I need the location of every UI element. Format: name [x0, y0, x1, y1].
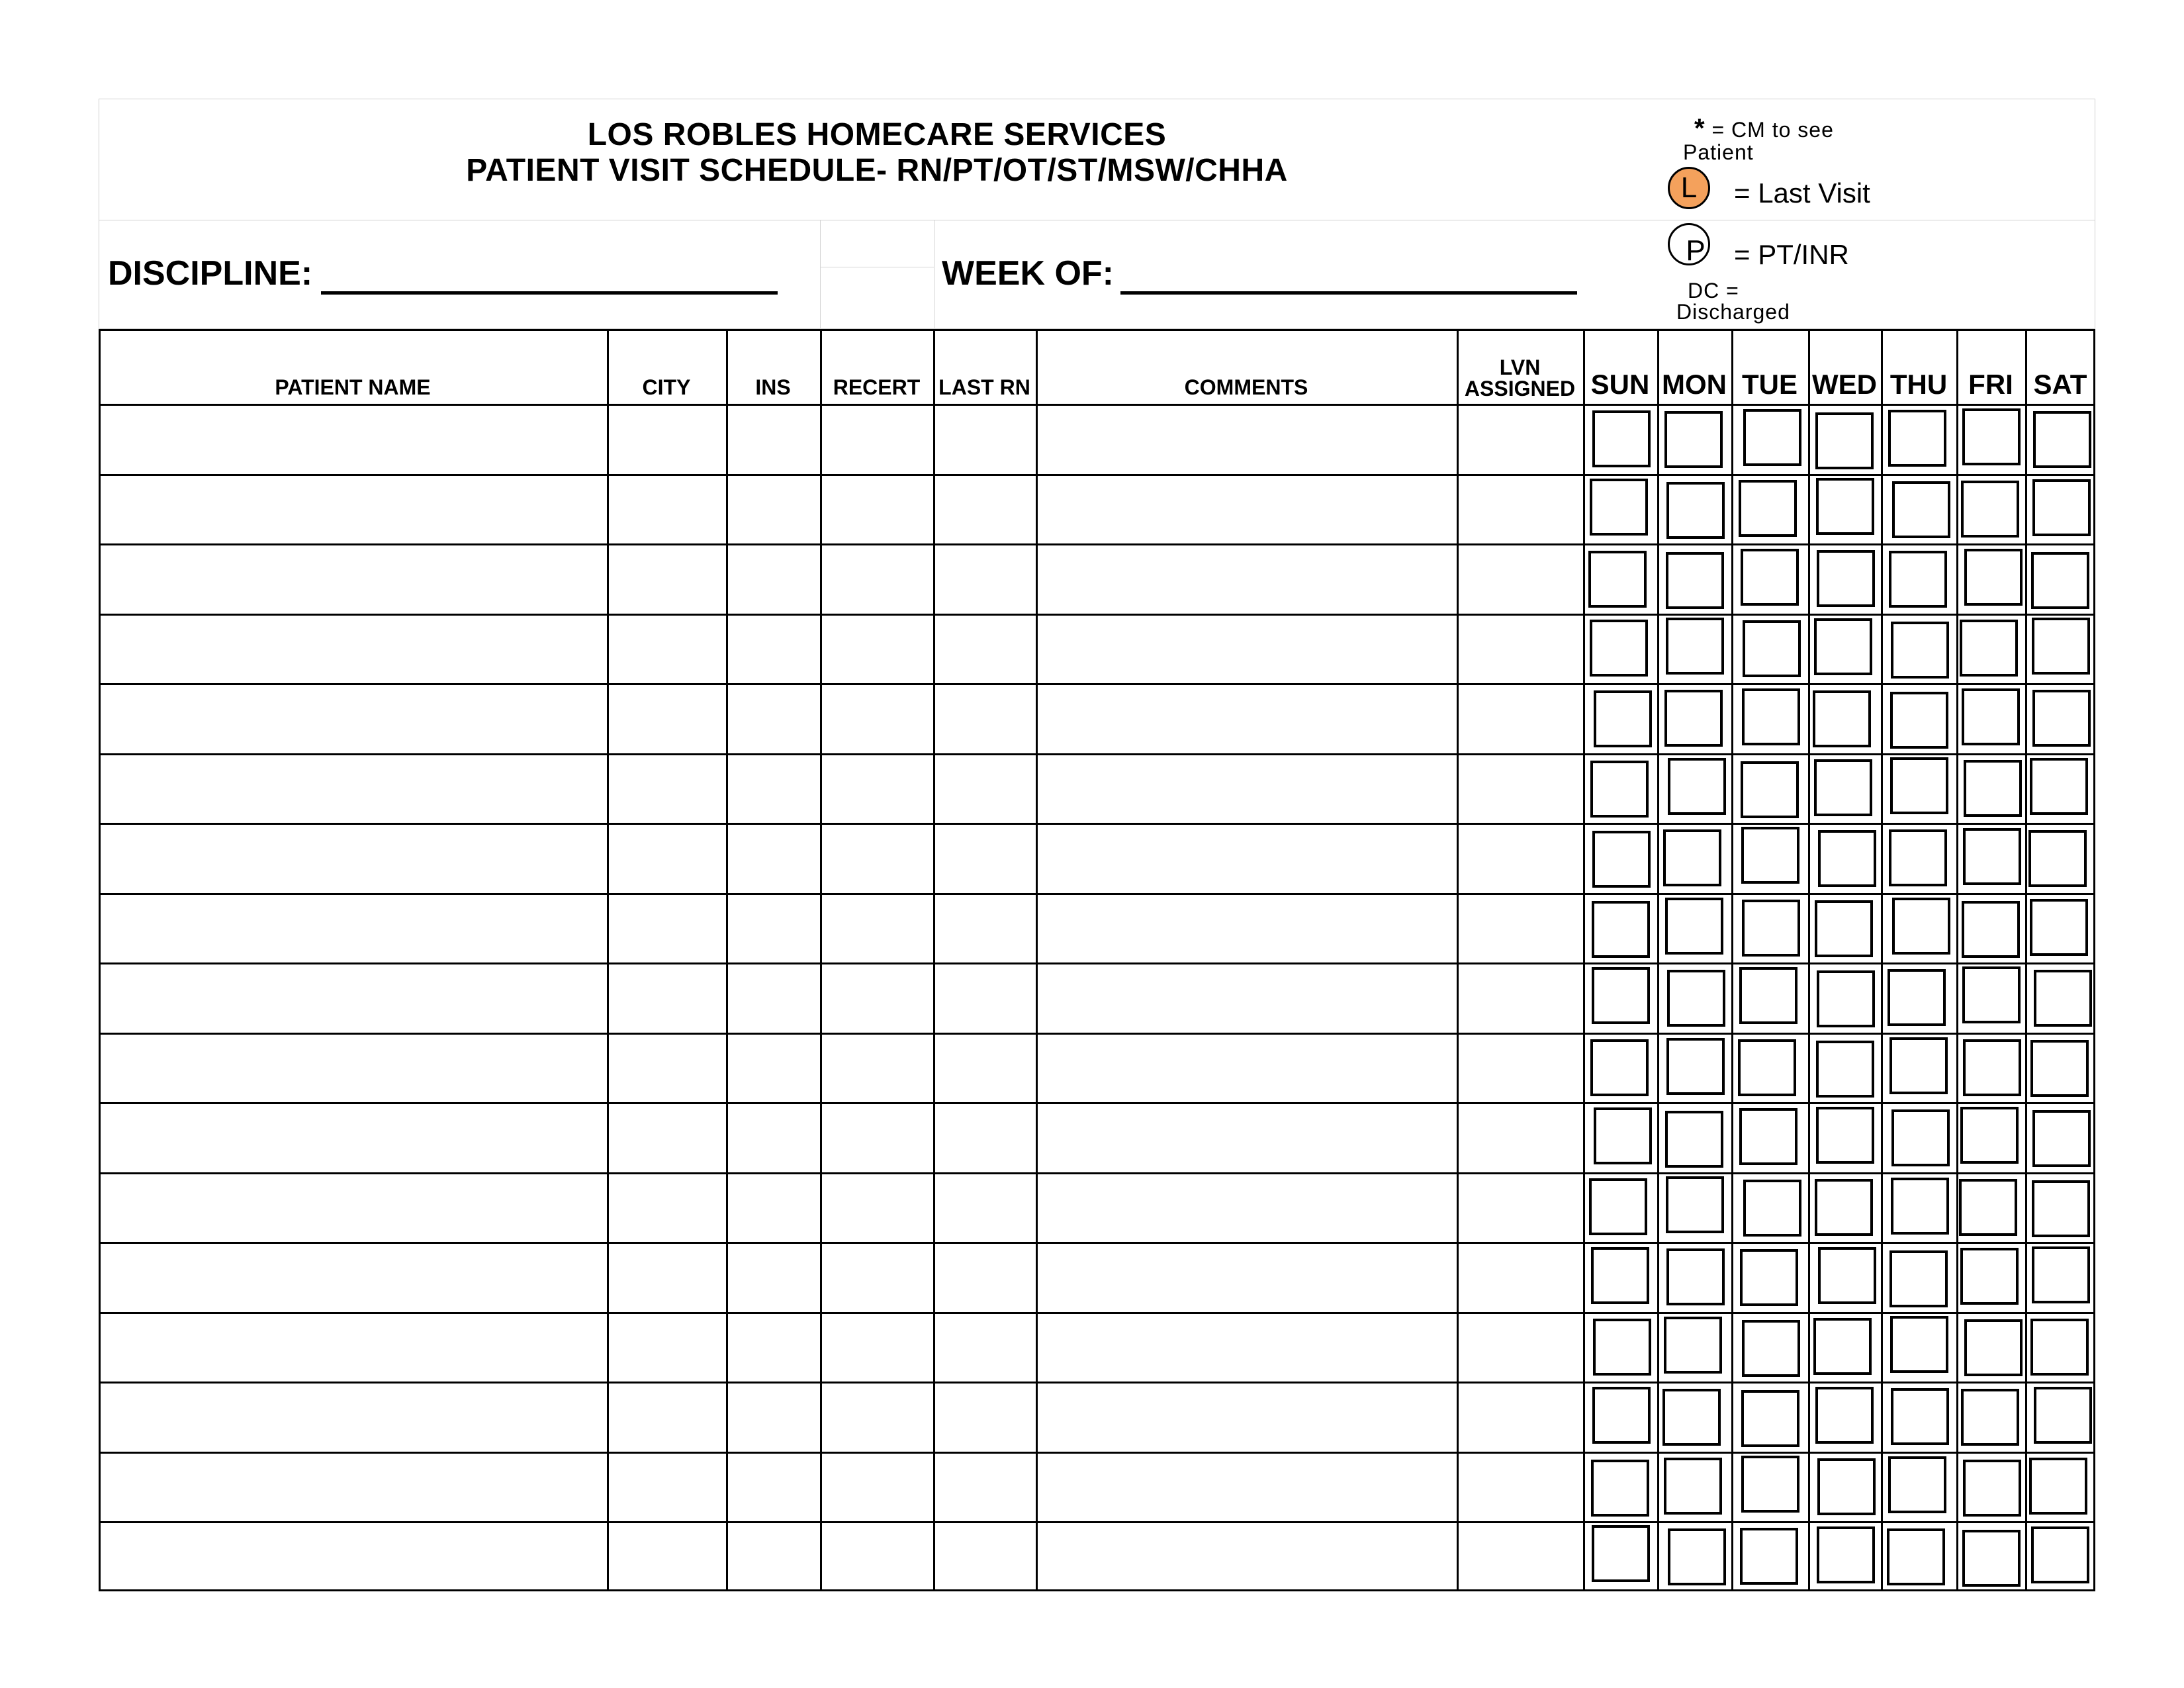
- table-cell[interactable]: [1038, 616, 1457, 684]
- table-cell[interactable]: [935, 1104, 1036, 1172]
- col-header-day-wed: WED: [1812, 369, 1877, 400]
- table-cell[interactable]: [728, 1174, 820, 1243]
- table-cell[interactable]: [1459, 755, 1583, 823]
- table-cell[interactable]: [728, 1244, 820, 1312]
- table-cell[interactable]: [822, 545, 933, 614]
- table-cell[interactable]: [822, 616, 933, 684]
- table-cell[interactable]: [935, 685, 1036, 753]
- visit-checkbox-tue[interactable]: [1742, 688, 1800, 745]
- table-cell[interactable]: [728, 406, 820, 474]
- table-cell[interactable]: [1038, 1383, 1457, 1452]
- table-cell[interactable]: [935, 545, 1036, 614]
- table-cell[interactable]: [609, 1104, 726, 1172]
- table-cell[interactable]: [101, 1383, 607, 1452]
- visit-checkbox-mon[interactable]: [1664, 690, 1723, 747]
- table-cell[interactable]: [935, 964, 1036, 1033]
- table-cell[interactable]: [728, 1523, 820, 1591]
- visit-checkbox-tue[interactable]: [1743, 620, 1801, 677]
- legend-dc: DC =: [1688, 279, 1739, 303]
- visit-checkbox-mon[interactable]: [1665, 898, 1723, 955]
- visit-checkbox-mon[interactable]: [1662, 1389, 1721, 1446]
- table-cell[interactable]: [609, 476, 726, 544]
- visit-checkbox-sat[interactable]: [2032, 479, 2091, 536]
- table-cell[interactable]: [1038, 1174, 1457, 1243]
- col-header-lvn: LVN: [1499, 355, 1541, 379]
- agency-title: LOS ROBLES HOMECARE SERVICES: [587, 117, 1167, 152]
- visit-checkbox-sat[interactable]: [2032, 618, 2090, 675]
- col-header-ins: INS: [755, 375, 791, 399]
- table-cell[interactable]: [1459, 825, 1583, 893]
- table-cell[interactable]: [1038, 1035, 1457, 1103]
- visit-checkbox-wed[interactable]: [1816, 478, 1874, 535]
- legend-cm-text: = CM to see: [1711, 118, 1834, 142]
- legend-dc-discharged: Discharged: [1676, 300, 1790, 324]
- visit-checkbox-sun[interactable]: [1592, 410, 1651, 467]
- visit-checkbox-sun[interactable]: [1593, 1319, 1651, 1376]
- column-divider: [1808, 329, 1810, 1591]
- table-cell[interactable]: [935, 1454, 1036, 1522]
- visit-checkbox-fri[interactable]: [1964, 549, 2023, 606]
- legend-cm: [1694, 114, 1834, 144]
- table-cell[interactable]: [101, 1454, 607, 1522]
- visit-checkbox-tue[interactable]: [1738, 1039, 1796, 1096]
- visit-checkbox-sun[interactable]: [1591, 1460, 1649, 1517]
- visit-checkbox-wed[interactable]: [1818, 830, 1876, 887]
- visit-checkbox-tue[interactable]: [1741, 1456, 1799, 1513]
- table-cell[interactable]: [1459, 895, 1583, 963]
- last-visit-circle-icon: [1668, 167, 1710, 209]
- visit-checkbox-sun[interactable]: [1588, 551, 1647, 608]
- table-cell[interactable]: [728, 476, 820, 544]
- table-cell[interactable]: [609, 1174, 726, 1243]
- table-cell[interactable]: [101, 476, 607, 544]
- visit-checkbox-thu[interactable]: [1891, 1178, 1949, 1235]
- table-cell[interactable]: [1038, 545, 1457, 614]
- visit-checkbox-tue[interactable]: [1739, 480, 1797, 537]
- visit-checkbox-mon[interactable]: [1668, 1528, 1726, 1585]
- visit-checkbox-fri[interactable]: [1964, 1319, 2023, 1376]
- visit-checkbox-mon[interactable]: [1668, 758, 1726, 815]
- visit-checkbox-wed[interactable]: [1818, 1247, 1876, 1304]
- pt-inr-letter: P: [1686, 234, 1706, 267]
- visit-checkbox-tue[interactable]: [1740, 1528, 1798, 1585]
- visit-checkbox-wed[interactable]: [1813, 1318, 1872, 1375]
- table-cell[interactable]: [1459, 964, 1583, 1033]
- table-cell[interactable]: [822, 964, 933, 1033]
- table-cell[interactable]: [1459, 1174, 1583, 1243]
- table-cell[interactable]: [609, 825, 726, 893]
- visit-checkbox-sat[interactable]: [2030, 899, 2088, 956]
- table-cell[interactable]: [728, 545, 820, 614]
- visit-checkbox-thu[interactable]: [1889, 551, 1947, 608]
- table-cell[interactable]: [101, 964, 607, 1033]
- table-cell[interactable]: [101, 1035, 607, 1103]
- visit-checkbox-sun[interactable]: [1591, 1247, 1649, 1304]
- table-cell[interactable]: [728, 1035, 820, 1103]
- visit-checkbox-sat[interactable]: [2029, 1458, 2087, 1515]
- visit-checkbox-sat[interactable]: [2030, 1319, 2089, 1376]
- table-cell[interactable]: [728, 1454, 820, 1522]
- col-header-day-fri: FRI: [1968, 369, 2013, 400]
- table-cell[interactable]: [101, 406, 607, 474]
- visit-checkbox-sat[interactable]: [2031, 1526, 2089, 1583]
- visit-checkbox-sat[interactable]: [2028, 830, 2087, 887]
- table-cell[interactable]: [822, 1383, 933, 1452]
- visit-checkbox-wed[interactable]: [1816, 1041, 1874, 1098]
- col-header-comments: COMMENTS: [1184, 375, 1308, 399]
- table-cell[interactable]: [609, 545, 726, 614]
- visit-checkbox-sun[interactable]: [1592, 901, 1650, 958]
- visit-checkbox-mon[interactable]: [1666, 1038, 1725, 1095]
- visit-checkbox-thu[interactable]: [1892, 481, 1950, 538]
- table-cell[interactable]: [1038, 1104, 1457, 1172]
- visit-checkbox-wed[interactable]: [1817, 550, 1875, 607]
- table-cell[interactable]: [822, 1104, 933, 1172]
- col-header-city: CITY: [642, 375, 691, 399]
- pt-inr-circle-icon: [1668, 223, 1710, 265]
- table-cell[interactable]: [1038, 406, 1457, 474]
- legend-cm-patient: Patient: [1683, 140, 1754, 164]
- table-cell[interactable]: [1459, 1244, 1583, 1312]
- table-cell[interactable]: [728, 685, 820, 753]
- visit-checkbox-thu[interactable]: [1890, 692, 1948, 749]
- visit-checkbox-sun[interactable]: [1590, 620, 1648, 677]
- table-cell[interactable]: [822, 1035, 933, 1103]
- table-cell[interactable]: [609, 616, 726, 684]
- table-cell[interactable]: [1459, 1035, 1583, 1103]
- visit-checkbox-mon[interactable]: [1663, 829, 1721, 886]
- visit-checkbox-sun[interactable]: [1594, 1107, 1652, 1164]
- table-cell[interactable]: [728, 755, 820, 823]
- visit-checkbox-mon[interactable]: [1666, 552, 1724, 609]
- visit-checkbox-thu[interactable]: [1891, 1109, 1950, 1166]
- visit-checkbox-thu[interactable]: [1888, 969, 1946, 1026]
- table-cell[interactable]: [1459, 1383, 1583, 1452]
- visit-checkbox-mon[interactable]: [1666, 1176, 1724, 1233]
- visit-checkbox-thu[interactable]: [1887, 1528, 1945, 1585]
- table-cell[interactable]: [822, 1523, 933, 1591]
- table-cell[interactable]: [935, 1314, 1036, 1382]
- visit-checkbox-wed[interactable]: [1817, 1526, 1875, 1583]
- visit-checkbox-sat[interactable]: [2030, 1040, 2089, 1097]
- visit-checkbox-tue[interactable]: [1739, 967, 1797, 1024]
- visit-checkbox-fri[interactable]: [1961, 1389, 2019, 1446]
- table-cell[interactable]: [101, 685, 607, 753]
- table-cell[interactable]: [935, 895, 1036, 963]
- discipline-label: DISCIPLINE:: [108, 254, 313, 293]
- visit-checkbox-sun[interactable]: [1592, 967, 1650, 1024]
- table-cell[interactable]: [609, 755, 726, 823]
- table-cell[interactable]: [1038, 476, 1457, 544]
- visit-checkbox-wed[interactable]: [1816, 1107, 1874, 1164]
- column-divider: [1657, 329, 1659, 1591]
- visit-checkbox-wed[interactable]: [1813, 690, 1871, 747]
- col-header-day-tue: TUE: [1742, 369, 1797, 400]
- table-cell[interactable]: [1038, 895, 1457, 963]
- visit-checkbox-wed[interactable]: [1815, 412, 1874, 469]
- visit-checkbox-fri[interactable]: [1962, 966, 2021, 1023]
- table-cell[interactable]: [609, 406, 726, 474]
- visit-checkbox-fri[interactable]: [1960, 620, 2018, 677]
- visit-checkbox-wed[interactable]: [1817, 970, 1875, 1027]
- visit-checkbox-fri[interactable]: [1960, 1107, 2019, 1164]
- visit-checkbox-mon[interactable]: [1666, 1248, 1725, 1305]
- visit-checkbox-sat[interactable]: [2032, 1180, 2090, 1237]
- visit-checkbox-mon[interactable]: [1665, 1111, 1723, 1168]
- visit-checkbox-thu[interactable]: [1889, 829, 1947, 886]
- table-cell[interactable]: [101, 1244, 607, 1312]
- table-cell[interactable]: [822, 685, 933, 753]
- table-cell[interactable]: [609, 895, 726, 963]
- visit-checkbox-fri[interactable]: [1962, 688, 2020, 745]
- visit-checkbox-thu[interactable]: [1890, 1316, 1948, 1373]
- visit-checkbox-mon[interactable]: [1666, 482, 1725, 539]
- visit-checkbox-tue[interactable]: [1743, 1180, 1801, 1237]
- visit-checkbox-thu[interactable]: [1892, 898, 1950, 955]
- col-header-day-thu: THU: [1889, 369, 1948, 400]
- visit-checkbox-tue[interactable]: [1743, 409, 1801, 466]
- col-header-recert: RECERT: [833, 375, 921, 399]
- visit-checkbox-tue[interactable]: [1741, 827, 1799, 884]
- table-cell[interactable]: [609, 1383, 726, 1452]
- table-cell[interactable]: [935, 1174, 1036, 1243]
- table-cell[interactable]: [822, 895, 933, 963]
- table-cell[interactable]: [1038, 964, 1457, 1033]
- table-cell[interactable]: [1459, 1314, 1583, 1382]
- table-cell[interactable]: [935, 1523, 1036, 1591]
- table-cell[interactable]: [101, 1314, 607, 1382]
- visit-schedule-form: [99, 99, 2095, 1591]
- table-cell[interactable]: [822, 1454, 933, 1522]
- table-cell[interactable]: [1459, 616, 1583, 684]
- table-cell[interactable]: [728, 825, 820, 893]
- table-cell[interactable]: [101, 825, 607, 893]
- visit-checkbox-tue[interactable]: [1739, 1108, 1797, 1165]
- table-cell[interactable]: [1038, 755, 1457, 823]
- table-cell[interactable]: [935, 825, 1036, 893]
- visit-checkbox-fri[interactable]: [1963, 828, 2021, 885]
- visit-checkbox-tue[interactable]: [1741, 761, 1799, 818]
- table-cell[interactable]: [728, 895, 820, 963]
- table-cell[interactable]: [609, 1244, 726, 1312]
- col-header-last-rn: LAST RN: [938, 375, 1030, 399]
- visit-checkbox-sat[interactable]: [2033, 411, 2091, 468]
- visit-checkbox-mon[interactable]: [1664, 1317, 1722, 1374]
- visit-checkbox-fri[interactable]: [1962, 901, 2020, 958]
- legend-pt-inr-text: = PT/INR: [1734, 239, 1849, 270]
- table-cell[interactable]: [1459, 1104, 1583, 1172]
- table-cell[interactable]: [822, 755, 933, 823]
- table-cell[interactable]: [728, 964, 820, 1033]
- table-cell[interactable]: [822, 406, 933, 474]
- visit-checkbox-sun[interactable]: [1594, 690, 1652, 747]
- table-cell[interactable]: [101, 1104, 607, 1172]
- visit-checkbox-thu[interactable]: [1888, 410, 1946, 467]
- table-cell[interactable]: [822, 825, 933, 893]
- schedule-title: PATIENT VISIT SCHEDULE- RN/PT/OT/ST/MSW/CHHA: [466, 153, 1288, 188]
- table-cell[interactable]: [609, 1314, 726, 1382]
- table-cell[interactable]: [1038, 1314, 1457, 1382]
- table-cell[interactable]: [822, 476, 933, 544]
- visit-checkbox-wed[interactable]: [1815, 1387, 1874, 1444]
- visit-checkbox-fri[interactable]: [1963, 1460, 2021, 1517]
- table-cell[interactable]: [101, 1523, 607, 1591]
- table-cell[interactable]: [101, 1174, 607, 1243]
- visit-checkbox-sat[interactable]: [2032, 1110, 2091, 1167]
- visit-checkbox-fri[interactable]: [1959, 1179, 2017, 1236]
- visit-checkbox-sat[interactable]: [2030, 758, 2088, 815]
- visit-checkbox-fri[interactable]: [1963, 1039, 2021, 1096]
- table-cell[interactable]: [609, 1523, 726, 1591]
- visit-checkbox-thu[interactable]: [1889, 1250, 1948, 1307]
- column-divider: [1583, 329, 1585, 1591]
- visit-checkbox-fri[interactable]: [1962, 408, 2021, 465]
- table-cell[interactable]: [609, 685, 726, 753]
- table-cell[interactable]: [728, 1383, 820, 1452]
- asterisk-icon: *: [1694, 114, 1706, 143]
- visit-checkbox-sun[interactable]: [1589, 1178, 1647, 1235]
- legend-last-visit-text: = Last Visit: [1734, 177, 1870, 209]
- table-cell[interactable]: [728, 1314, 820, 1382]
- visit-checkbox-tue[interactable]: [1742, 1320, 1800, 1377]
- visit-checkbox-wed[interactable]: [1815, 900, 1873, 957]
- table-cell[interactable]: [935, 406, 1036, 474]
- column-divider: [1731, 329, 1733, 1591]
- visit-checkbox-wed[interactable]: [1815, 1179, 1873, 1236]
- table-cell[interactable]: [822, 1314, 933, 1382]
- visit-checkbox-mon[interactable]: [1667, 970, 1725, 1027]
- table-cell[interactable]: [1459, 476, 1583, 544]
- table-cell[interactable]: [609, 1454, 726, 1522]
- visit-checkbox-thu[interactable]: [1891, 1388, 1949, 1445]
- visit-checkbox-thu[interactable]: [1888, 1456, 1946, 1513]
- visit-checkbox-mon[interactable]: [1664, 1458, 1722, 1515]
- visit-checkbox-sun[interactable]: [1592, 1525, 1650, 1582]
- table-cell[interactable]: [1459, 1454, 1583, 1522]
- col-header-day-sat: SAT: [2033, 369, 2087, 400]
- table-cell[interactable]: [935, 1383, 1036, 1452]
- table-cell[interactable]: [822, 1174, 933, 1243]
- table-cell[interactable]: [1038, 685, 1457, 753]
- visit-checkbox-sun[interactable]: [1590, 479, 1648, 536]
- visit-checkbox-sat[interactable]: [2032, 690, 2091, 747]
- table-cell[interactable]: [935, 1035, 1036, 1103]
- visit-checkbox-sat[interactable]: [2032, 1246, 2090, 1303]
- table-cell[interactable]: [609, 1035, 726, 1103]
- visit-checkbox-wed[interactable]: [1814, 618, 1872, 675]
- visit-checkbox-fri[interactable]: [1961, 481, 2019, 538]
- visit-checkbox-sun[interactable]: [1592, 1387, 1651, 1444]
- table-cell[interactable]: [822, 1244, 933, 1312]
- table-cell[interactable]: [1038, 1523, 1457, 1591]
- col-header-day-sun: SUN: [1590, 369, 1650, 400]
- visit-checkbox-fri[interactable]: [1962, 1530, 2021, 1587]
- last-visit-letter: L: [1680, 171, 1698, 204]
- visit-checkbox-sun[interactable]: [1590, 1039, 1649, 1096]
- divider: [820, 220, 821, 330]
- week-of-field[interactable]: [1120, 291, 1577, 295]
- table-cell[interactable]: [1038, 1244, 1457, 1312]
- table-cell[interactable]: [1459, 685, 1583, 753]
- table-cell[interactable]: [101, 616, 607, 684]
- table-cell[interactable]: [101, 755, 607, 823]
- discipline-field[interactable]: [321, 291, 778, 295]
- visit-checkbox-sat[interactable]: [2034, 970, 2092, 1027]
- visit-checkbox-tue[interactable]: [1741, 549, 1799, 606]
- table-cell[interactable]: [609, 964, 726, 1033]
- visit-checkbox-tue[interactable]: [1742, 900, 1800, 957]
- week-of-label: WEEK OF:: [942, 254, 1114, 293]
- col-header-assigned: ASSIGNED: [1464, 377, 1576, 400]
- visit-checkbox-mon[interactable]: [1666, 618, 1724, 675]
- visit-checkbox-thu[interactable]: [1891, 622, 1949, 679]
- table-cell[interactable]: [728, 616, 820, 684]
- visit-checkbox-wed[interactable]: [1814, 759, 1872, 816]
- visit-checkbox-thu[interactable]: [1889, 1037, 1948, 1094]
- visit-checkbox-sat[interactable]: [2034, 1387, 2092, 1444]
- visit-checkbox-sat[interactable]: [2031, 552, 2089, 609]
- table-cell[interactable]: [101, 895, 607, 963]
- form-header: [99, 99, 2095, 220]
- visit-checkbox-tue[interactable]: [1741, 1390, 1799, 1447]
- visit-checkbox-mon[interactable]: [1664, 411, 1723, 468]
- visit-checkbox-fri[interactable]: [1964, 760, 2022, 817]
- table-cell[interactable]: [1459, 406, 1583, 474]
- visit-checkbox-fri[interactable]: [1960, 1248, 2019, 1305]
- col-header-day-mon: MON: [1662, 369, 1727, 400]
- visit-checkbox-sun[interactable]: [1590, 761, 1649, 818]
- visit-checkbox-thu[interactable]: [1890, 757, 1948, 814]
- schedule-table: [99, 329, 2095, 1591]
- table-cell[interactable]: [935, 1244, 1036, 1312]
- table-cell[interactable]: [101, 545, 607, 614]
- table-cell[interactable]: [935, 755, 1036, 823]
- info-row: [99, 220, 2095, 329]
- table-cell[interactable]: [1459, 545, 1583, 614]
- column-divider: [1956, 329, 1958, 1591]
- table-cell[interactable]: [935, 616, 1036, 684]
- table-cell[interactable]: [1459, 1523, 1583, 1591]
- table-cell[interactable]: [935, 476, 1036, 544]
- table-cell[interactable]: [728, 1104, 820, 1172]
- column-divider: [1881, 329, 1883, 1591]
- visit-checkbox-sun[interactable]: [1592, 831, 1651, 888]
- table-cell[interactable]: [1038, 825, 1457, 893]
- visit-checkbox-tue[interactable]: [1740, 1249, 1798, 1306]
- column-divider: [2025, 329, 2027, 1591]
- table-cell[interactable]: [1038, 1454, 1457, 1522]
- col-header-patient-name: PATIENT NAME: [275, 375, 431, 399]
- visit-checkbox-wed[interactable]: [1817, 1458, 1876, 1515]
